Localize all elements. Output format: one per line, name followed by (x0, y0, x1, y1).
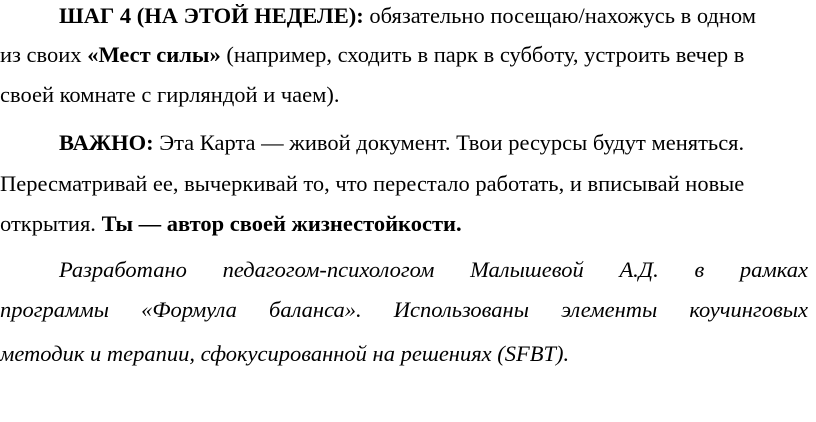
step4-text-3: своей комнате с гирляндой и чаем). (0, 82, 340, 107)
credits-word: баланса». (269, 297, 362, 322)
places-of-power-term: «Мест силы» (87, 42, 221, 67)
important-text-2: Пересматривай ее, вычеркивай то, что перестало работать, и вписывай новые (0, 171, 745, 196)
credits-word: Использованы (393, 297, 529, 322)
important-text-3-pre: открытия. (0, 211, 96, 236)
important-line-1 (0, 128, 816, 158)
step4-line-2 (0, 40, 816, 70)
credits-word: А.Д. (619, 257, 659, 282)
credits-word: педагогом-психологом (222, 257, 435, 282)
resilience-author-emphasis: Ты — автор своей жизнестойкости. (101, 211, 462, 236)
important-label: ВАЖНО: (59, 130, 154, 155)
credits-line-1 (59, 255, 808, 285)
credits-text-3: методик и терапии, сфокусированной на решениях (SFBT). (0, 341, 570, 366)
step4-label: ШАГ 4 (НА ЭТОЙ НЕДЕЛЕ): (59, 3, 364, 28)
credits-word: программы (0, 297, 109, 322)
credits-word: в (694, 257, 705, 282)
step4-text-2-pre: из своих (0, 42, 82, 67)
credits-word: коучинговых (689, 297, 808, 322)
step4-text-2-post: (например, сходить в парк в субботу, устроить вечер в (226, 42, 745, 67)
credits-word: рамках (739, 257, 808, 282)
credits-word: элементы (561, 297, 658, 322)
credits-line-3 (0, 339, 816, 369)
step4-line-1 (0, 1, 816, 31)
step4-text-1: обязательно посещаю/нахожусь в одном (369, 3, 756, 28)
credits-line-2 (0, 295, 808, 325)
step4-line-3 (0, 80, 816, 110)
important-text-1: Эта Карта — живой документ. Твои ресурсы будут меняться. (159, 130, 745, 155)
important-line-3 (0, 209, 816, 239)
important-line-2 (0, 169, 816, 199)
credits-word: «Формула (141, 297, 237, 322)
credits-word: Малышевой (470, 257, 584, 282)
credits-word: Разработано (59, 257, 187, 282)
